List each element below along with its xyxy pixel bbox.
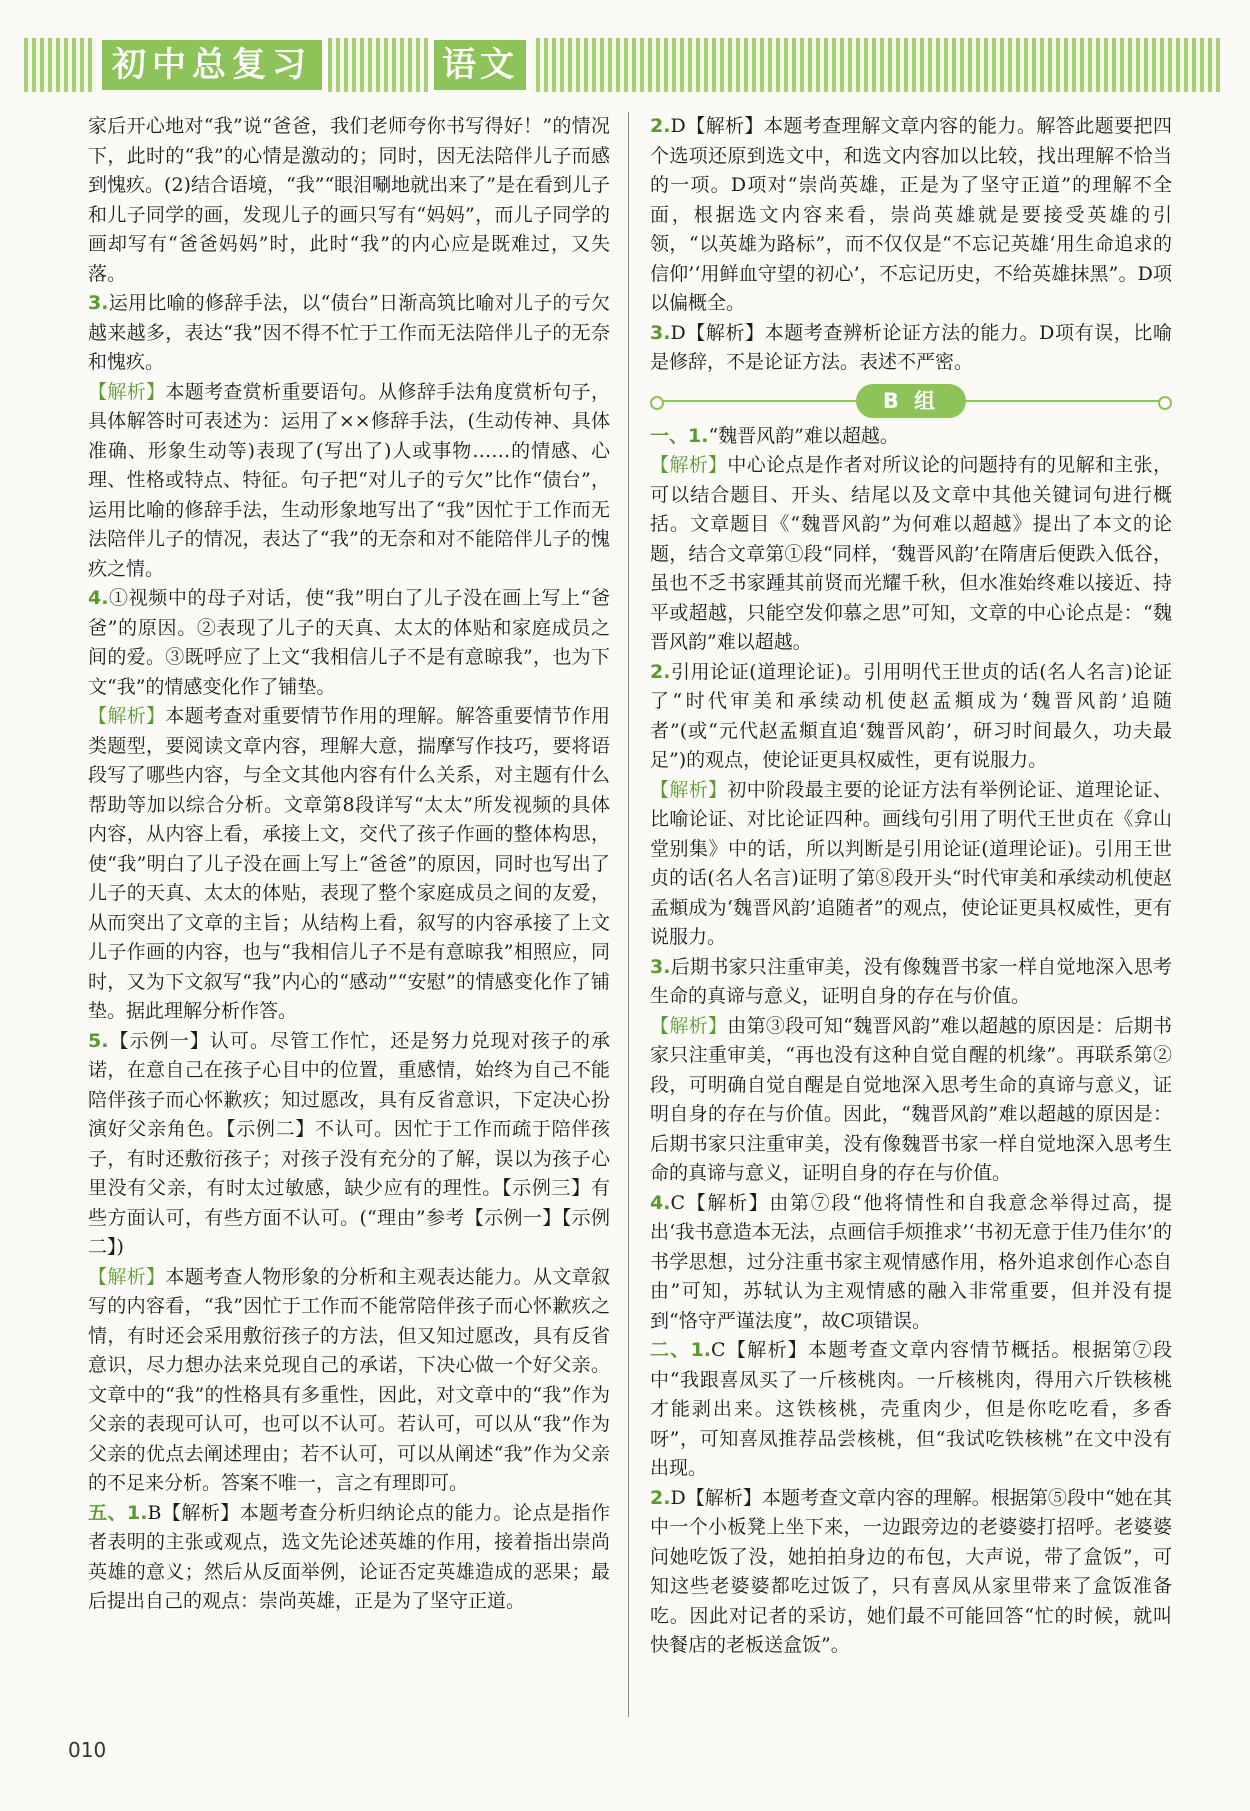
item-text: 后期书家只注重审美，没有像魏晋书家一样自觉地深入思考生命的真谛与意义，证明自身的存在与价值。 xyxy=(650,955,1172,1007)
answer-item xyxy=(650,1189,1172,1337)
item-text: “魏晋风韵”难以超越。 xyxy=(708,424,899,447)
answer-item xyxy=(88,1263,610,1499)
answer-item xyxy=(88,1499,610,1617)
answer-item xyxy=(88,112,610,289)
item-text: B【解析】本题考查分析归纳论点的能力。论点是指作者表明的主张或观点，选文先论述英雄的作用，接着指出崇尚英雄的意义；然后从反面举例，论证否定英雄造成的恶果；最后提出自己的观点：崇尚英雄，正是为了坚守正道。 xyxy=(88,1501,610,1612)
item-number: 5. xyxy=(88,1029,109,1052)
answer-item xyxy=(650,451,1172,658)
item-number: 一、1. xyxy=(650,424,709,447)
answer-item xyxy=(88,584,610,702)
item-number: 2. xyxy=(650,660,671,683)
analysis-tag: 【解析】 xyxy=(88,705,166,727)
answer-item xyxy=(88,289,610,378)
right-column-bottom xyxy=(650,422,1172,1661)
analysis-tag: 【解析】 xyxy=(650,778,728,801)
answer-item xyxy=(650,1012,1172,1189)
analysis-tag: 【解析】 xyxy=(88,1265,166,1288)
item-text: 本题考查对重要情节作用的理解。解答重要情节作用类题型，要阅读文章内容，理解大意，揣摩写作技巧，要将语段写了哪些内容，与全文其他内容有什么关系，对主题有什么帮助等加以综合分析。文章第8段详写“太太”所发视频的具体内容，从内容上看，承接上文，交代了孩子作画的整体构思，使“我”明白了儿子没在画上写上“爸爸”的原因，同时也写出了儿子的天真、太太的体贴，表现了整个家庭成员之间的友爱，从而突出了文章的主旨；从结构上看，叙写的内容承接了上文儿子作画的内容，也与“我相信儿子不是有意晾我”相照应，同时，又为下文叙写“我”内心的“感动”“安慰”的情感变化作了铺垫。据此理解分析作答。 xyxy=(88,705,610,1022)
item-text: ①视频中的母子对话，使“我”明白了儿子没在画上写上“爸爸”的原因。②表现了儿子的天真、太太的体贴和家庭成员之间的爱。③既呼应了上文“我相信儿子不是有意晾我”，也为下文“我”的情感变化作了铺垫。 xyxy=(88,587,610,698)
right-column xyxy=(650,112,1172,1661)
item-text: C【解析】由第⑦段“他将情性和自我意念举得过高，提出‘我书意造本无法，点画信手烦推求’‘书初无意于佳乃佳尔’的书学思想，过分注重书家主观情感作用，格外追求创作心态自由”可知，苏轼认为主观情感的融入非常重要，但并没有提到“恪守严谨法度”，故C项错误。 xyxy=(650,1191,1172,1332)
section-b-label: B 组 xyxy=(856,384,966,418)
item-text: D【解析】本题考查辨析论证方法的能力。D项有误，比喻是修辞，不是论证方法。表述不严密。 xyxy=(650,321,1172,373)
item-text: D【解析】本题考查理解文章内容的能力。解答此题要把四个选项还原到选文中，和选文内容加以比较，找出理解不恰当的一项。D项对“崇尚英雄，正是为了坚守正道”的理解不全面，根据选文内容来看，崇尚英雄就是要接受英雄的引领，“以英雄为路标”，而不仅仅是“不忘记英雄‘用生命追求的信仰’‘用鲜血守望的初心’，不忘记历史，不给英雄抹黑”。D项以偏概全。 xyxy=(650,115,1172,314)
answer-item xyxy=(650,1336,1172,1484)
answer-item xyxy=(650,112,1172,319)
item-number: 4. xyxy=(88,587,109,609)
page-number: 010 xyxy=(68,1738,107,1762)
answer-item xyxy=(650,953,1172,1012)
analysis-tag: 【解析】 xyxy=(650,454,728,476)
page-header xyxy=(24,38,1220,92)
section-b-header xyxy=(650,382,1172,420)
rule-dot-left xyxy=(650,396,664,410)
answer-item xyxy=(88,378,610,585)
item-text: 由第③段可知“魏晋风韵”难以超越的原因是：后期书家只注重审美，“再也没有这种自觉自醒的机缘”。再联系第②段，可明确自觉自醒是自觉地深入思考生命的真谛与意义，证明自身的存在与价值。因此，“魏晋风韵”难以超越的原因是：后期书家只注重审美，没有像魏晋书家一样自觉地深入思考生命的真谛与意义，证明自身的存在与价值。 xyxy=(650,1014,1172,1184)
item-number: 五、1. xyxy=(88,1501,148,1524)
answer-item xyxy=(650,422,1172,452)
item-text: 本题考查人物形象的分析和主观表达能力。从文章叙写的内容看，“我”因忙于工作而不能常陪伴孩子而心怀歉疚之情，有时还会采用敷衍孩子的方法，但又知过愿改，具有反省意识，尽力想办法来兑现自己的承诺，下决心做一个好父亲。文章中的“我”的性格具有多重性，因此，对文章中的“我”作为父亲的表现可认可，也可以不认可。若认可，可以从“我”作为父亲的优点去阐述理由；若不认可，可以从阐述“我”作为父亲的不足来分析。答案不唯一，言之有理即可。 xyxy=(88,1265,610,1494)
item-text: 运用比喻的修辞手法，以“债台”日渐高筑比喻对儿子的亏欠越来越多，表达“我”因不得不忙于工作而无法陪伴儿子的无奈和愧疚。 xyxy=(88,292,610,373)
column-divider xyxy=(628,112,629,1717)
item-number: 2. xyxy=(650,1486,671,1509)
book-title: 初中总复习 xyxy=(102,40,322,90)
answer-item xyxy=(88,702,610,1027)
item-text: 家后开心地对“我”说“爸爸，我们老师夸你书写得好！”的情况下，此时的“我”的心情是激动的；同时，因无法陪伴儿子而感到愧疚。(2)结合语境，“我”“眼泪唰地就出来了”是在看到儿子和儿子同学的画，发现儿子的画只写有“妈妈”，而儿子同学的画却写有“爸爸妈妈”时，此时“我”的内心应是既难过，又失落。 xyxy=(88,115,610,285)
answer-item xyxy=(650,776,1172,953)
item-text: C【解析】本题考查文章内容情节概括。根据第⑦段中“我跟喜凤买了一斤核桃肉。一斤核桃肉，得用六斤铁核桃才能剥出来。这铁核桃，壳重肉少，但是你吃吃看，多香呀”，可知喜凤推荐品尝核桃，但“我试吃铁核桃”在文中没有出现。 xyxy=(650,1339,1172,1479)
analysis-tag: 【解析】 xyxy=(650,1014,728,1037)
item-text: D【解析】本题考查文章内容的理解。根据第⑤段中“她在其中一个小板凳上坐下来，一边跟旁边的老婆婆打招呼。老婆婆问她吃饭了没，她拍拍身边的布包，大声说，带了盒饭”，可知这些老婆婆都吃过饭了，只有喜凤从家里带来了盒饭准备吃。因此对记者的采访，她们最不可能回答“忙的时候，就叫快餐店的老板送盒饭”。 xyxy=(650,1486,1172,1656)
answer-item xyxy=(650,658,1172,776)
item-text: 引用论证(道理论证)。引用明代王世贞的话(名人名言)论证了“时代审美和承续动机使赵孟頫成为‘魏晋风韵’追随者”(或“元代赵孟頫直追‘魏晋风韵’，研习时间最久，功夫最足”)的观点，使论证更具权威性，更有说服力。 xyxy=(650,660,1172,771)
item-text: 【示例一】认可。尽管工作忙，还是努力兑现对孩子的承诺，在意自己在孩子心目中的位置，重感情，始终为自己不能陪伴孩子而心怀歉疚；知过愿改，具有反省意识，下定决心扮演好父亲角色。【示例二】不认可。因忙于工作而疏于陪伴孩子，有时还敷衍孩子；对孩子没有充分的了解，误以为孩子心里没有父亲，有时太过敏感，缺少应有的理性。【示例三】有些方面认可，有些方面不认可。(“理由”参考【示例一】【示例二】) xyxy=(88,1029,610,1258)
answer-item xyxy=(650,1484,1172,1661)
analysis-tag: 【解析】 xyxy=(88,380,166,403)
item-text: 本题考查赏析重要语句。从修辞手法角度赏析句子，具体解答时可表述为：运用了××修辞手法，(生动传神、具体准确、形象生动等)表现了(写出了)人或事物……的情感、心理、性格或特点、特征。句子把“对儿子的亏欠”比作“债台”，运用比喻的修辞手法，生动形象地写出了“我”因忙于工作而无法陪伴儿子的情况，表达了“我”的无奈和对不能陪伴儿子的愧疚之情。 xyxy=(88,380,610,580)
item-text: 初中阶段最主要的论证方法有举例论证、道理论证、比喻论证、对比论证四种。画线句引用了明代王世贞在《弇山堂别集》中的话，所以判断是引用论证(道理论证)。引用王世贞的话(名人名言)证明了第⑧段开头“时代审美和承续动机使赵孟頫成为‘魏晋风韵’追随者”的观点，使论证更具权威性，更有说服力。 xyxy=(650,778,1172,948)
item-text: 中心论点是作者对所议论的问题持有的见解和主张，可以结合题目、开头、结尾以及文章中其他关键词句进行概括。文章题目《“魏晋风韵”为何难以超越》提出了本文的论题，结合文章第①段“同样，‘魏晋风韵’在隋唐后便跌入低谷，虽也不乏书家踵其前贤而光耀千秋，但水准始终难以接近、持平或超越，只能空发仰慕之思”可知，文章的中心论点是：“魏晋风韵”难以超越。 xyxy=(650,454,1172,653)
item-number: 二、1. xyxy=(650,1339,712,1361)
rule-dot-right xyxy=(1158,396,1172,410)
item-number: 2. xyxy=(650,115,671,137)
subject-label: 语文 xyxy=(434,40,526,90)
right-column-top xyxy=(650,112,1172,378)
left-column xyxy=(88,112,610,1617)
item-number: 3. xyxy=(650,321,671,344)
item-number: 3. xyxy=(88,292,109,314)
item-number: 3. xyxy=(650,955,671,978)
answer-item xyxy=(650,319,1172,378)
answer-item xyxy=(88,1027,610,1263)
item-number: 4. xyxy=(650,1191,671,1214)
